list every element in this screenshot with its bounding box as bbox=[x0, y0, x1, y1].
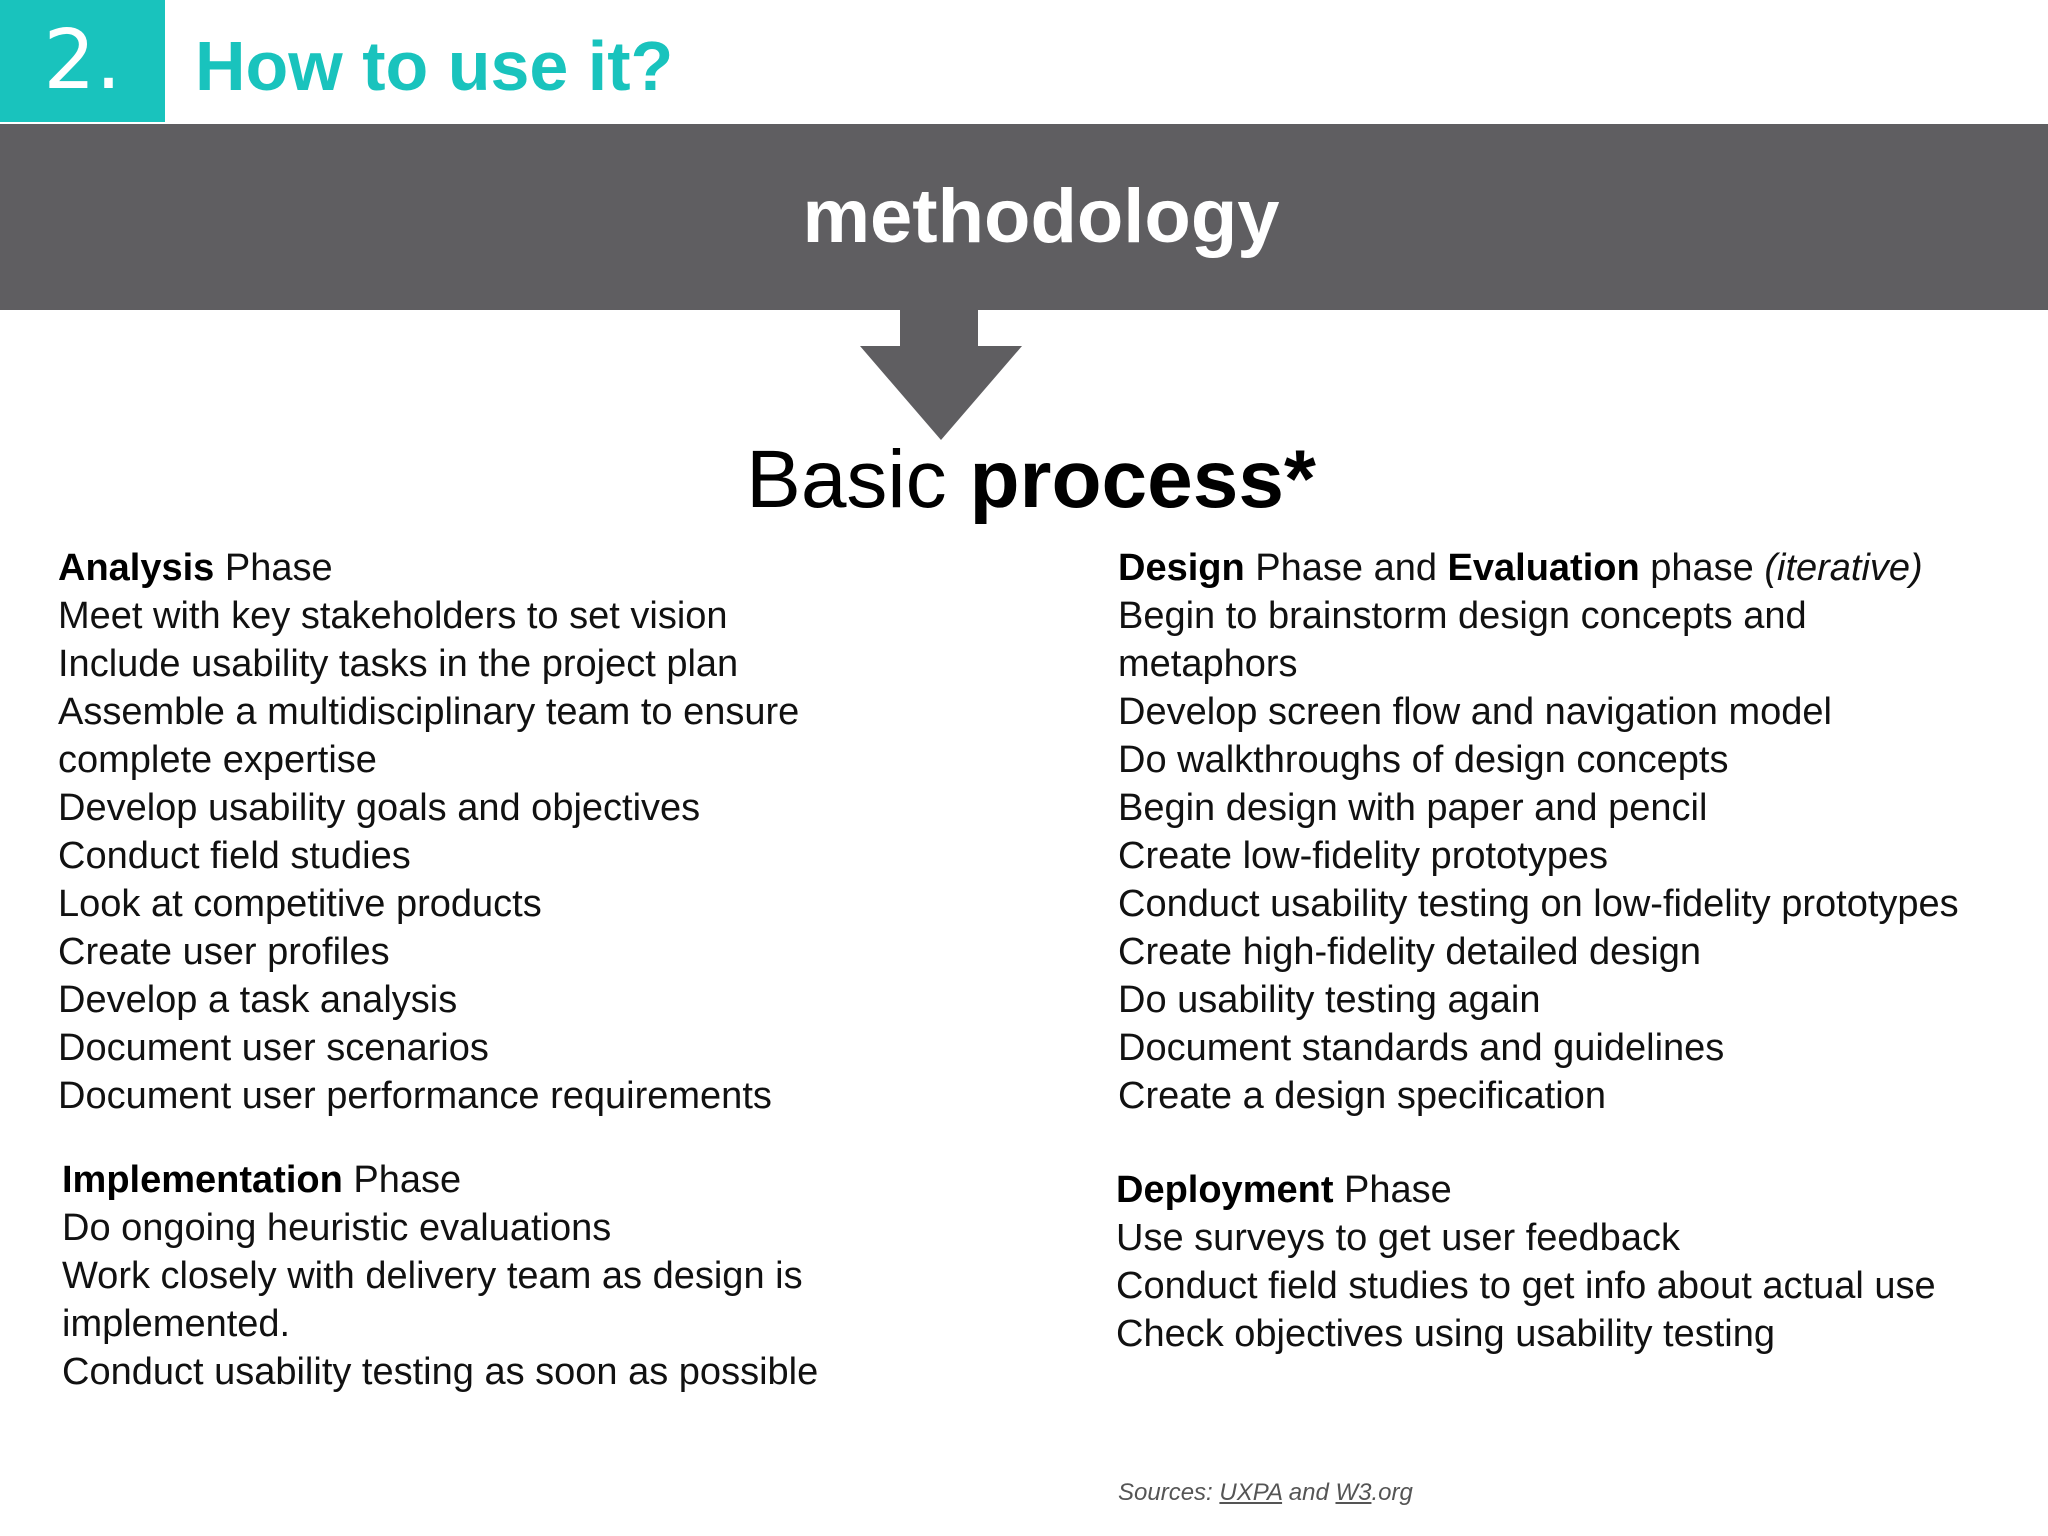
list-item: complete expertise bbox=[58, 739, 377, 781]
list-item: Begin to brainstorm design concepts and bbox=[1118, 595, 1807, 637]
subtitle-regular: Basic bbox=[746, 434, 970, 525]
w3-link[interactable]: W3 bbox=[1335, 1479, 1372, 1506]
sources-prefix: Sources: bbox=[1118, 1479, 1220, 1506]
list-item: Develop a task analysis bbox=[58, 979, 458, 1021]
design-heading-mid: Phase and bbox=[1244, 547, 1448, 589]
list-item: Begin design with paper and pencil bbox=[1118, 787, 1708, 829]
list-item: Conduct field studies bbox=[58, 835, 411, 877]
implementation-phase-heading bbox=[62, 1156, 818, 1204]
design-phase-heading bbox=[1118, 544, 1959, 592]
section-number-badge bbox=[0, 0, 165, 122]
evaluation-heading-bold: Evaluation bbox=[1447, 547, 1640, 589]
list-item: Do ongoing heuristic evaluations bbox=[62, 1207, 612, 1249]
design-evaluation-phase-section bbox=[1118, 544, 1959, 1120]
design-heading-italic: (iterative) bbox=[1764, 547, 1923, 589]
list-item: Conduct field studies to get info about actual use bbox=[1116, 1265, 1936, 1307]
list-item: Develop screen flow and navigation model bbox=[1118, 691, 1832, 733]
down-arrow-icon bbox=[860, 308, 1022, 440]
list-item: Do usability testing again bbox=[1118, 979, 1541, 1021]
list-item: Assemble a multidisciplinary team to ensure bbox=[58, 691, 800, 733]
list-item: Use surveys to get user feedback bbox=[1116, 1217, 1680, 1259]
sources-suffix: .org bbox=[1371, 1479, 1413, 1506]
list-item: Document user performance requirements bbox=[58, 1075, 772, 1117]
section-number: 2. bbox=[43, 13, 122, 108]
implementation-phase-section bbox=[62, 1156, 818, 1396]
list-item: Document standards and guidelines bbox=[1118, 1027, 1725, 1069]
deployment-phase-section bbox=[1116, 1166, 1936, 1358]
deployment-heading-bold: Deployment bbox=[1116, 1169, 1334, 1211]
analysis-heading-rest: Phase bbox=[214, 547, 333, 589]
list-item: Conduct usability testing on low-fidelity prototypes bbox=[1118, 883, 1959, 925]
uxpa-link[interactable]: UXPA bbox=[1219, 1479, 1283, 1506]
list-item: Check objectives using usability testing bbox=[1116, 1313, 1776, 1355]
list-item: implemented. bbox=[62, 1303, 291, 1345]
list-item: metaphors bbox=[1118, 643, 1298, 685]
list-item: Include usability tasks in the project plan bbox=[58, 643, 739, 685]
design-heading-rest: phase bbox=[1639, 547, 1765, 589]
page-title: How to use it? bbox=[195, 27, 674, 105]
implementation-heading-bold: Implementation bbox=[62, 1159, 343, 1201]
deployment-heading-rest: Phase bbox=[1333, 1169, 1452, 1211]
sources-footnote bbox=[1118, 1478, 1413, 1508]
analysis-phase-section bbox=[58, 544, 799, 1120]
deployment-phase-heading bbox=[1116, 1166, 1936, 1214]
analysis-heading-bold: Analysis bbox=[58, 547, 215, 589]
list-item: Do walkthroughs of design concepts bbox=[1118, 739, 1729, 781]
list-item: Document user scenarios bbox=[58, 1027, 489, 1069]
list-item: Create high-fidelity detailed design bbox=[1118, 931, 1702, 973]
list-item: Meet with key stakeholders to set vision bbox=[58, 595, 728, 637]
list-item: Develop usability goals and objectives bbox=[58, 787, 701, 829]
subtitle bbox=[0, 432, 2048, 528]
banner-title: methodology bbox=[802, 174, 1280, 259]
design-heading-bold: Design bbox=[1118, 547, 1245, 589]
analysis-phase-heading bbox=[58, 544, 799, 592]
list-item: Work closely with delivery team as design is bbox=[62, 1255, 803, 1297]
list-item: Create a design specification bbox=[1118, 1075, 1606, 1117]
list-item: Create user profiles bbox=[58, 931, 390, 973]
list-item: Look at competitive products bbox=[58, 883, 542, 925]
subtitle-bold: process* bbox=[969, 434, 1316, 525]
list-item: Create low-fidelity prototypes bbox=[1118, 835, 1608, 877]
sources-middle: and bbox=[1282, 1479, 1336, 1506]
list-item: Conduct usability testing as soon as possible bbox=[62, 1351, 819, 1393]
methodology-banner bbox=[0, 124, 2048, 310]
implementation-heading-rest: Phase bbox=[342, 1159, 462, 1201]
